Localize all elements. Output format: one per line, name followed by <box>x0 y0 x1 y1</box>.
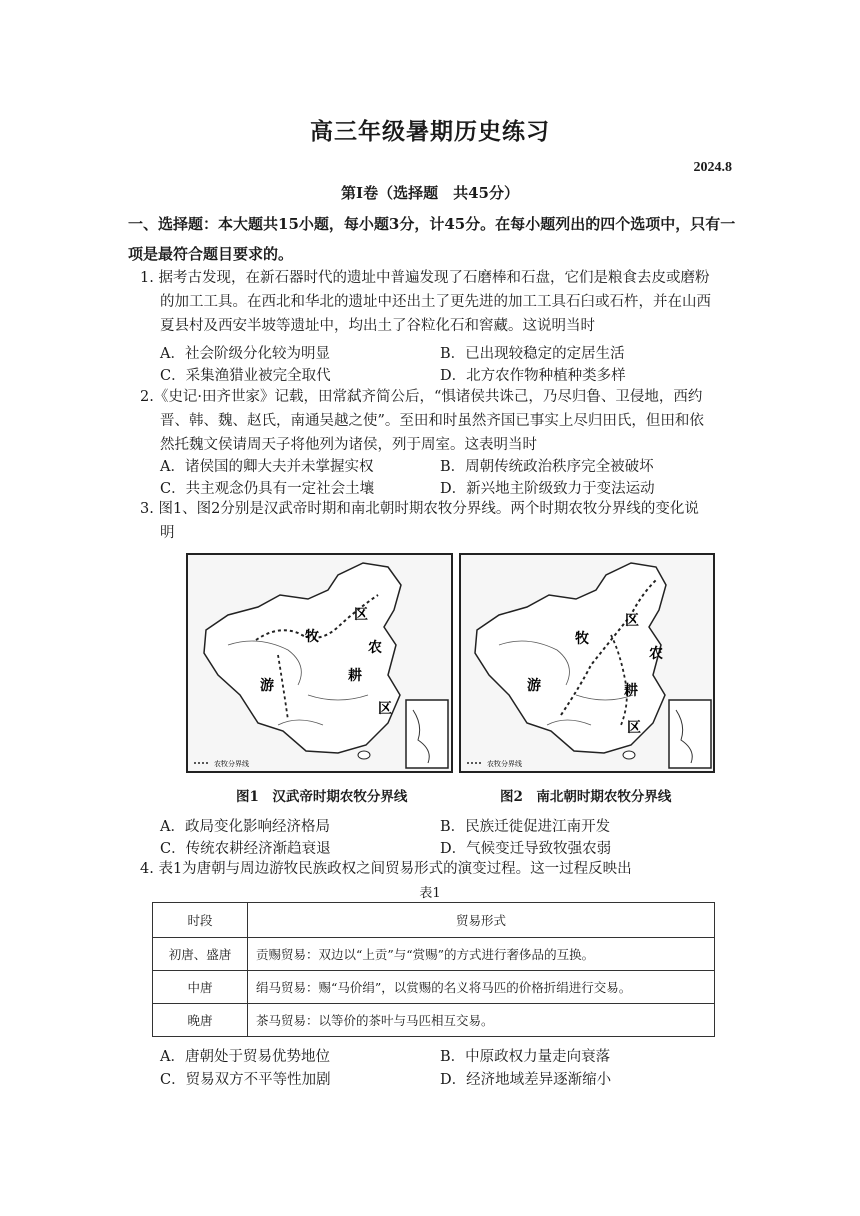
q3-option-d[interactable]: D．气候变迁导致牧强农弱 <box>440 841 612 857</box>
map1-legend: 农牧分界线 <box>214 760 249 768</box>
map2-label-mu: 牧 <box>575 631 589 647</box>
question-2 <box>140 385 704 457</box>
map2-label-qu-north: 区 <box>625 613 639 629</box>
q3-option-a[interactable]: A．政局变化影响经济格局 <box>160 819 330 835</box>
table-row <box>153 1004 715 1037</box>
question-1-line-1: 1. 据考古发现，在新石器时代的遗址中普遍发现了石磨棒和石盘，它们是粮食去皮或磨粉 <box>140 270 710 286</box>
page-title: 高三年级暑期历史练习 <box>310 118 550 145</box>
question-3-line-1: 3. 图1、图2分别是汉武帝时期和南北朝时期农牧分界线。两个时期农牧分界线的变化说 <box>140 501 699 517</box>
question-3 <box>140 497 699 545</box>
q2-option-c[interactable]: C．共主观念仍具有一定社会土壤 <box>160 481 375 497</box>
q4-option-b[interactable]: B．中原政权力量走向衰落 <box>440 1049 611 1065</box>
map2-label-qu-south: 区 <box>627 720 641 736</box>
table-cell-trade-form: 茶马贸易：以等价的茶叶与马匹相互交易。 <box>248 1004 715 1037</box>
q1-option-c[interactable]: C．采集渔猎业被完全取代 <box>160 368 331 384</box>
q3-option-c[interactable]: C．传统农耕经济渐趋衰退 <box>160 841 331 857</box>
q4-option-d[interactable]: D．经济地域差异逐渐缩小 <box>440 1072 612 1088</box>
table-cell-period: 初唐、盛唐 <box>153 938 248 971</box>
table-header-period: 时段 <box>153 903 248 938</box>
q4-option-a[interactable]: A．唐朝处于贸易优势地位 <box>160 1049 330 1065</box>
figure-1-caption: 图1 汉武帝时期农牧分界线 <box>236 789 408 805</box>
table-row <box>153 938 715 971</box>
question-4-line: 4. 表1为唐朝与周边游牧民族政权之间贸易形式的演变过程。这一过程反映出 <box>140 861 632 877</box>
q2-option-d[interactable]: D．新兴地主阶级致力于变法运动 <box>440 481 655 497</box>
question-1-line-3: 夏县村及西安半坡等遗址中，均出土了谷粒化石和窖藏。这说明当时 <box>160 318 595 334</box>
question-1 <box>140 266 711 338</box>
q4-option-c[interactable]: C．贸易双方不平等性加剧 <box>160 1072 331 1088</box>
map1-label-qu-north: 区 <box>354 607 368 623</box>
q2-option-b[interactable]: B．周朝传统政治秩序完全被破坏 <box>440 459 654 475</box>
question-3-line-2: 明 <box>160 525 175 541</box>
section-instructions: 一、选择题：本大题共15小题，每小题3分，计45分。在每小题列出的四个选项中，只有一项是最符合题目要求的。 <box>128 215 736 263</box>
q1-option-b[interactable]: B．已出现较稳定的定居生活 <box>440 346 625 362</box>
table-row <box>153 971 715 1004</box>
map1-label-nong: 农 <box>368 640 382 656</box>
volume-heading: 第Ⅰ卷（选择题 共45分） <box>341 184 519 202</box>
table-cell-period: 中唐 <box>153 971 248 1004</box>
trade-forms-table <box>152 902 715 1037</box>
table-cell-period: 晚唐 <box>153 1004 248 1037</box>
table-cell-trade-form: 贡赐贸易：双边以“上贡”与“赏赐”的方式进行奢侈品的互换。 <box>248 938 715 971</box>
figure-2-map <box>459 553 715 773</box>
map-illustration-1 <box>188 555 451 771</box>
map2-legend: 农牧分界线 <box>487 760 522 768</box>
q2-option-a[interactable]: A．诸侯国的卿大夫并未掌握实权 <box>160 459 374 475</box>
table-header-row <box>153 903 715 938</box>
exam-date: 2024.8 <box>693 160 732 175</box>
map2-label-nong: 农 <box>649 646 663 662</box>
map-illustration-2 <box>461 555 713 771</box>
map2-label-you: 游 <box>527 678 541 694</box>
question-2-line-2: 晋、韩、魏、赵氏，南通吴越之使”。至田和时虽然齐国已事实上尽归田氏，但田和依 <box>160 413 704 429</box>
q3-option-b[interactable]: B．民族迁徙促进江南开发 <box>440 819 611 835</box>
q1-option-a[interactable]: A．社会阶级分化较为明显 <box>160 346 330 362</box>
question-1-line-2: 的加工工具。在西北和华北的遗址中还出土了更先进的加工工具石臼或石杵，并在山西 <box>160 294 711 310</box>
q1-option-d[interactable]: D．北方农作物种植种类多样 <box>440 368 626 384</box>
table-1-caption: 表1 <box>419 886 441 901</box>
map2-label-geng: 耕 <box>624 683 638 699</box>
question-2-line-1: 2.《史记·田齐世家》记载，田常弑齐简公后，“惧诸侯共诛己，乃尽归鲁、卫侵地，西约 <box>140 389 703 405</box>
question-2-line-3: 然托魏文侯请周天子将他列为诸侯，列于周室。这表明当时 <box>160 437 537 453</box>
map1-label-mu: 牧 <box>305 629 319 645</box>
table-cell-trade-form: 绢马贸易：赐“马价绢”，以赏赐的名义将马匹的价格折绢进行交易。 <box>248 971 715 1004</box>
table-header-trade-form: 贸易形式 <box>248 903 715 938</box>
map1-label-you: 游 <box>260 678 274 694</box>
map1-label-qu-south: 区 <box>378 701 392 717</box>
figure-2-caption: 图2 南北朝时期农牧分界线 <box>500 789 672 805</box>
map1-label-geng: 耕 <box>348 668 362 684</box>
figure-1-map <box>186 553 453 773</box>
